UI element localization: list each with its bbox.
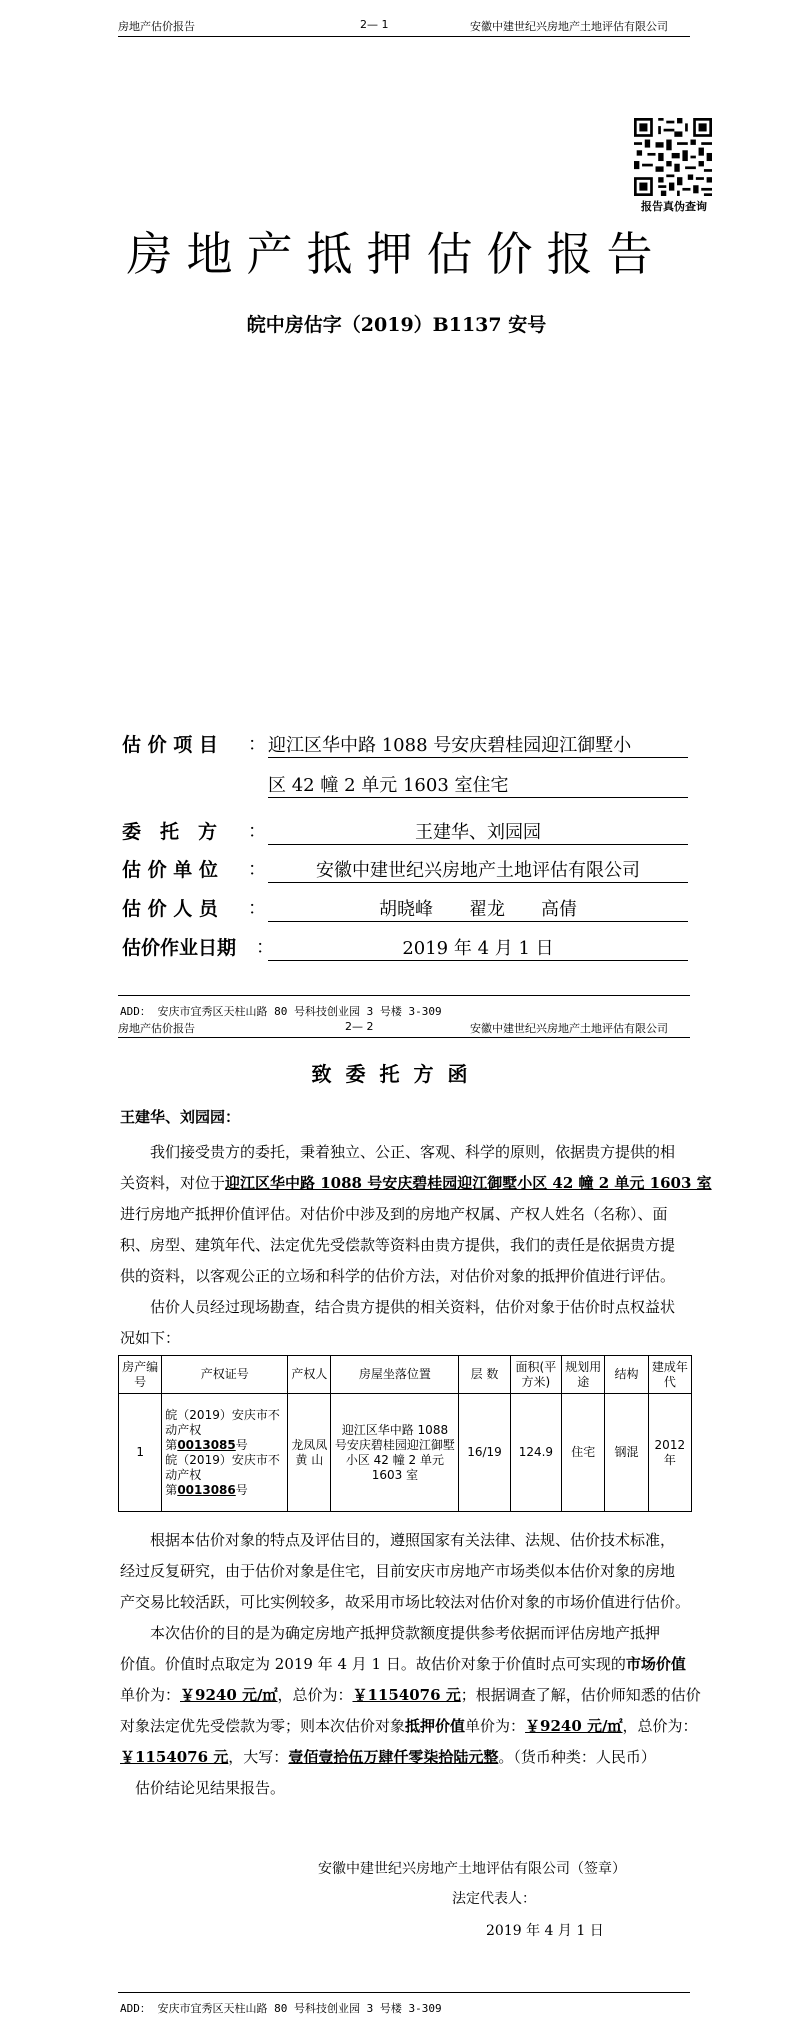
p3-line-c: 产交易比较活跃，可比实例较多，故采用市场比较法对估价对象的市场价值进行估价。 [120,1593,691,1611]
p1-line-a: 我们接受贵方的委托，秉着独立、公正、客观、科学的原则，依据贵方提供的相 [150,1143,676,1161]
cell-cert [162,1394,288,1512]
page1-header-rule [118,36,690,37]
cert-line: 皖（2019）安庆市不动产权 [165,1452,280,1482]
field-value-project-line1: 迎江区华中路 1088 号安庆碧桂园迎江御墅小 [268,731,688,758]
page2-header-right: 安徽中建世纪兴房地产土地评估有限公司 [470,1022,668,1035]
signature-date: 2019 年 4 月 1 日 [486,1923,604,1939]
signature-company: 安徽中建世纪兴房地产土地评估有限公司（签章） [318,1861,626,1877]
paragraph-1 [120,1137,712,1354]
field-colon: ： [248,859,266,880]
page2-header-rule [118,1037,690,1038]
mortgage-unit-price: ￥9240 元/㎡ [525,1717,623,1735]
signature-representative: 法定代表人： [452,1891,536,1907]
p1-line-e: 供的资料，以客观公正的立场和科学的估价方法，对估价对象的抵押价值进行评估。 [120,1267,676,1285]
p4-text: 单价为： [120,1686,181,1704]
cert-suffix: 号 [235,1482,248,1497]
cert-suffix: 号 [235,1437,248,1452]
table-header: 产权人 [288,1356,331,1394]
p5-line: 估价结论见结果报告。 [135,1779,286,1797]
p2-line-b: 况如下： [120,1329,181,1347]
p4-text: ，大写： [228,1748,289,1766]
table-header: 层 数 [459,1356,510,1394]
page1-header-page: 2— 1 [360,18,389,31]
salutation: 王建华、刘园园： [120,1108,241,1126]
mortgage-total-price: ￥1154076 元 [120,1748,229,1766]
field-colon: ： [248,821,266,842]
table-header: 建成年代 [648,1356,691,1394]
p4-text: 单价为： [465,1717,526,1735]
field-label-work-date: 估价作业日期 [122,937,237,959]
cert-line: 皖（2019）安庆市不动产权 [165,1407,280,1437]
p4-text: 。（货币种类：人民币） [498,1748,656,1766]
p1-line-c: 进行房地产抵押价值评估。对估价中涉及到的房地产权属、产权人姓名（名称）、面 [120,1205,668,1223]
property-table [118,1355,692,1512]
p4-line-c [120,1680,700,1711]
cell-use: 住宅 [562,1394,605,1512]
field-label-appraisers: 估 价 人 员 [122,898,218,920]
p3-line-a: 根据本估价对象的特点及评估目的，遵照国家有关法律、法规、估价技术标准， [150,1531,676,1549]
qr-caption: 报告真伪查询 [641,200,707,213]
page2-header-page: 2— 2 [345,1020,374,1033]
cell-year: 2012年 [648,1394,691,1512]
p4-text: ，总价为： [622,1717,698,1735]
cell-floors: 16/19 [459,1394,510,1512]
cert-num: 0013086 [177,1482,236,1497]
qr-code-icon [634,118,712,196]
field-colon: ： [256,937,274,958]
p4-text: ，总价为： [277,1686,353,1704]
total-in-words: 壹佰壹拾伍万肆仟零柒拾陆元整 [288,1748,499,1766]
page1-header-left: 房地产估价报告 [118,20,195,33]
p4-text: 价值。价值时点取定为 2019 年 4 月 1 日。故估价对象于价值时点可实现的 [120,1655,626,1673]
cert-prefix: 第 [165,1482,178,1497]
page1-footer-address: ADD： 安庆市宜秀区天柱山路 80 号科技创业园 3 号楼 3-309 [120,1005,442,1018]
field-colon: ： [248,898,266,919]
report-title: 房地产抵押估价报告 [126,227,667,281]
cert-num: 0013085 [177,1437,236,1452]
field-value-appraiser-company: 安徽中建世纪兴房地产土地评估有限公司 [268,856,688,883]
p4-line-b [120,1649,700,1680]
field-colon: ： [248,734,266,755]
cell-area: 124.9 [510,1394,561,1512]
page2-header-left: 房地产估价报告 [118,1022,195,1035]
page1-header-right: 安徽中建世纪兴房地产土地评估有限公司 [470,20,668,33]
report-number: 皖中房估字（2019）B1137 安号 [246,314,547,336]
table-header: 产权证号 [162,1356,288,1394]
field-label-project: 估 价 项 目 [122,734,218,756]
page1-footer-rule [118,995,690,996]
field-value-project-line2: 区 42 幢 2 单元 1603 室住宅 [268,771,688,798]
cert-prefix: 第 [165,1437,178,1452]
market-value-label: 市场价值 [625,1655,686,1673]
p3-line-b: 经过反复研究，由于估价对象是住宅，目前安庆市房地产市场类似本估价对象的房地 [120,1562,676,1580]
mortgage-value-label: 抵押价值 [405,1717,466,1735]
p4-line-a: 本次估价的目的是为确定房地产抵押贷款额度提供参考依据而评估房地产抵押 [150,1624,661,1642]
cert-number [165,1438,284,1453]
table-row [119,1394,692,1512]
field-value-appraisers: 胡晓峰 翟龙 高倩 [268,895,688,922]
page2-footer-address: ADD： 安庆市宜秀区天柱山路 80 号科技创业园 3 号楼 3-309 [120,2002,442,2015]
field-value-client: 王建华、刘园园 [268,818,688,845]
market-unit-price: ￥9240 元/㎡ [180,1686,278,1704]
cert-number [165,1483,284,1498]
table-header: 房产编号 [119,1356,162,1394]
p4-line-e [120,1742,700,1773]
table-header: 面积(平方米) [510,1356,561,1394]
p1-line-b [120,1168,712,1199]
p2-line-a: 估价人员经过现场勘查，结合贵方提供的相关资料，估价对象于估价时点权益状 [150,1298,676,1316]
market-total-price: ￥1154076 元 [352,1686,461,1704]
table-header: 结构 [605,1356,648,1394]
p1-text: 关资料，对位于 [120,1174,226,1192]
p4-text: ；根据调查了解，估价师知悉的估价 [460,1686,701,1704]
p1-line-d: 积、房型、建筑年代、法定优先受偿款等资料由贵方提供，我们的责任是依据贵方提 [120,1236,676,1254]
cell-structure: 钢混 [605,1394,648,1512]
p4-text: 对象法定优先受偿款为零；则本次估价对象 [120,1717,406,1735]
property-address: 迎江区华中路 1088 号安庆碧桂园迎江御墅小区 42 幢 2 单元 1603 室 [225,1174,712,1192]
table-header: 房屋坐落位置 [331,1356,459,1394]
page2-footer-rule [118,1992,690,1993]
table-header: 规划用途 [562,1356,605,1394]
field-label-appraiser-company: 估 价 单 位 [122,859,218,881]
cell-no: 1 [119,1394,162,1512]
paragraph-3 [120,1525,700,1804]
field-value-work-date: 2019 年 4 月 1 日 [268,934,688,961]
field-label-client: 委 托 方 [122,821,218,843]
table-header-row [119,1356,692,1394]
p4-line-d [120,1711,700,1742]
cell-owners: 龙凤凤黄 山 [288,1394,331,1512]
letter-title: 致委托方函 [311,1062,482,1086]
cell-location: 迎江区华中路 1088 号安庆碧桂园迎江御墅小区 42 幢 2 单元 1603 室 [331,1394,459,1512]
